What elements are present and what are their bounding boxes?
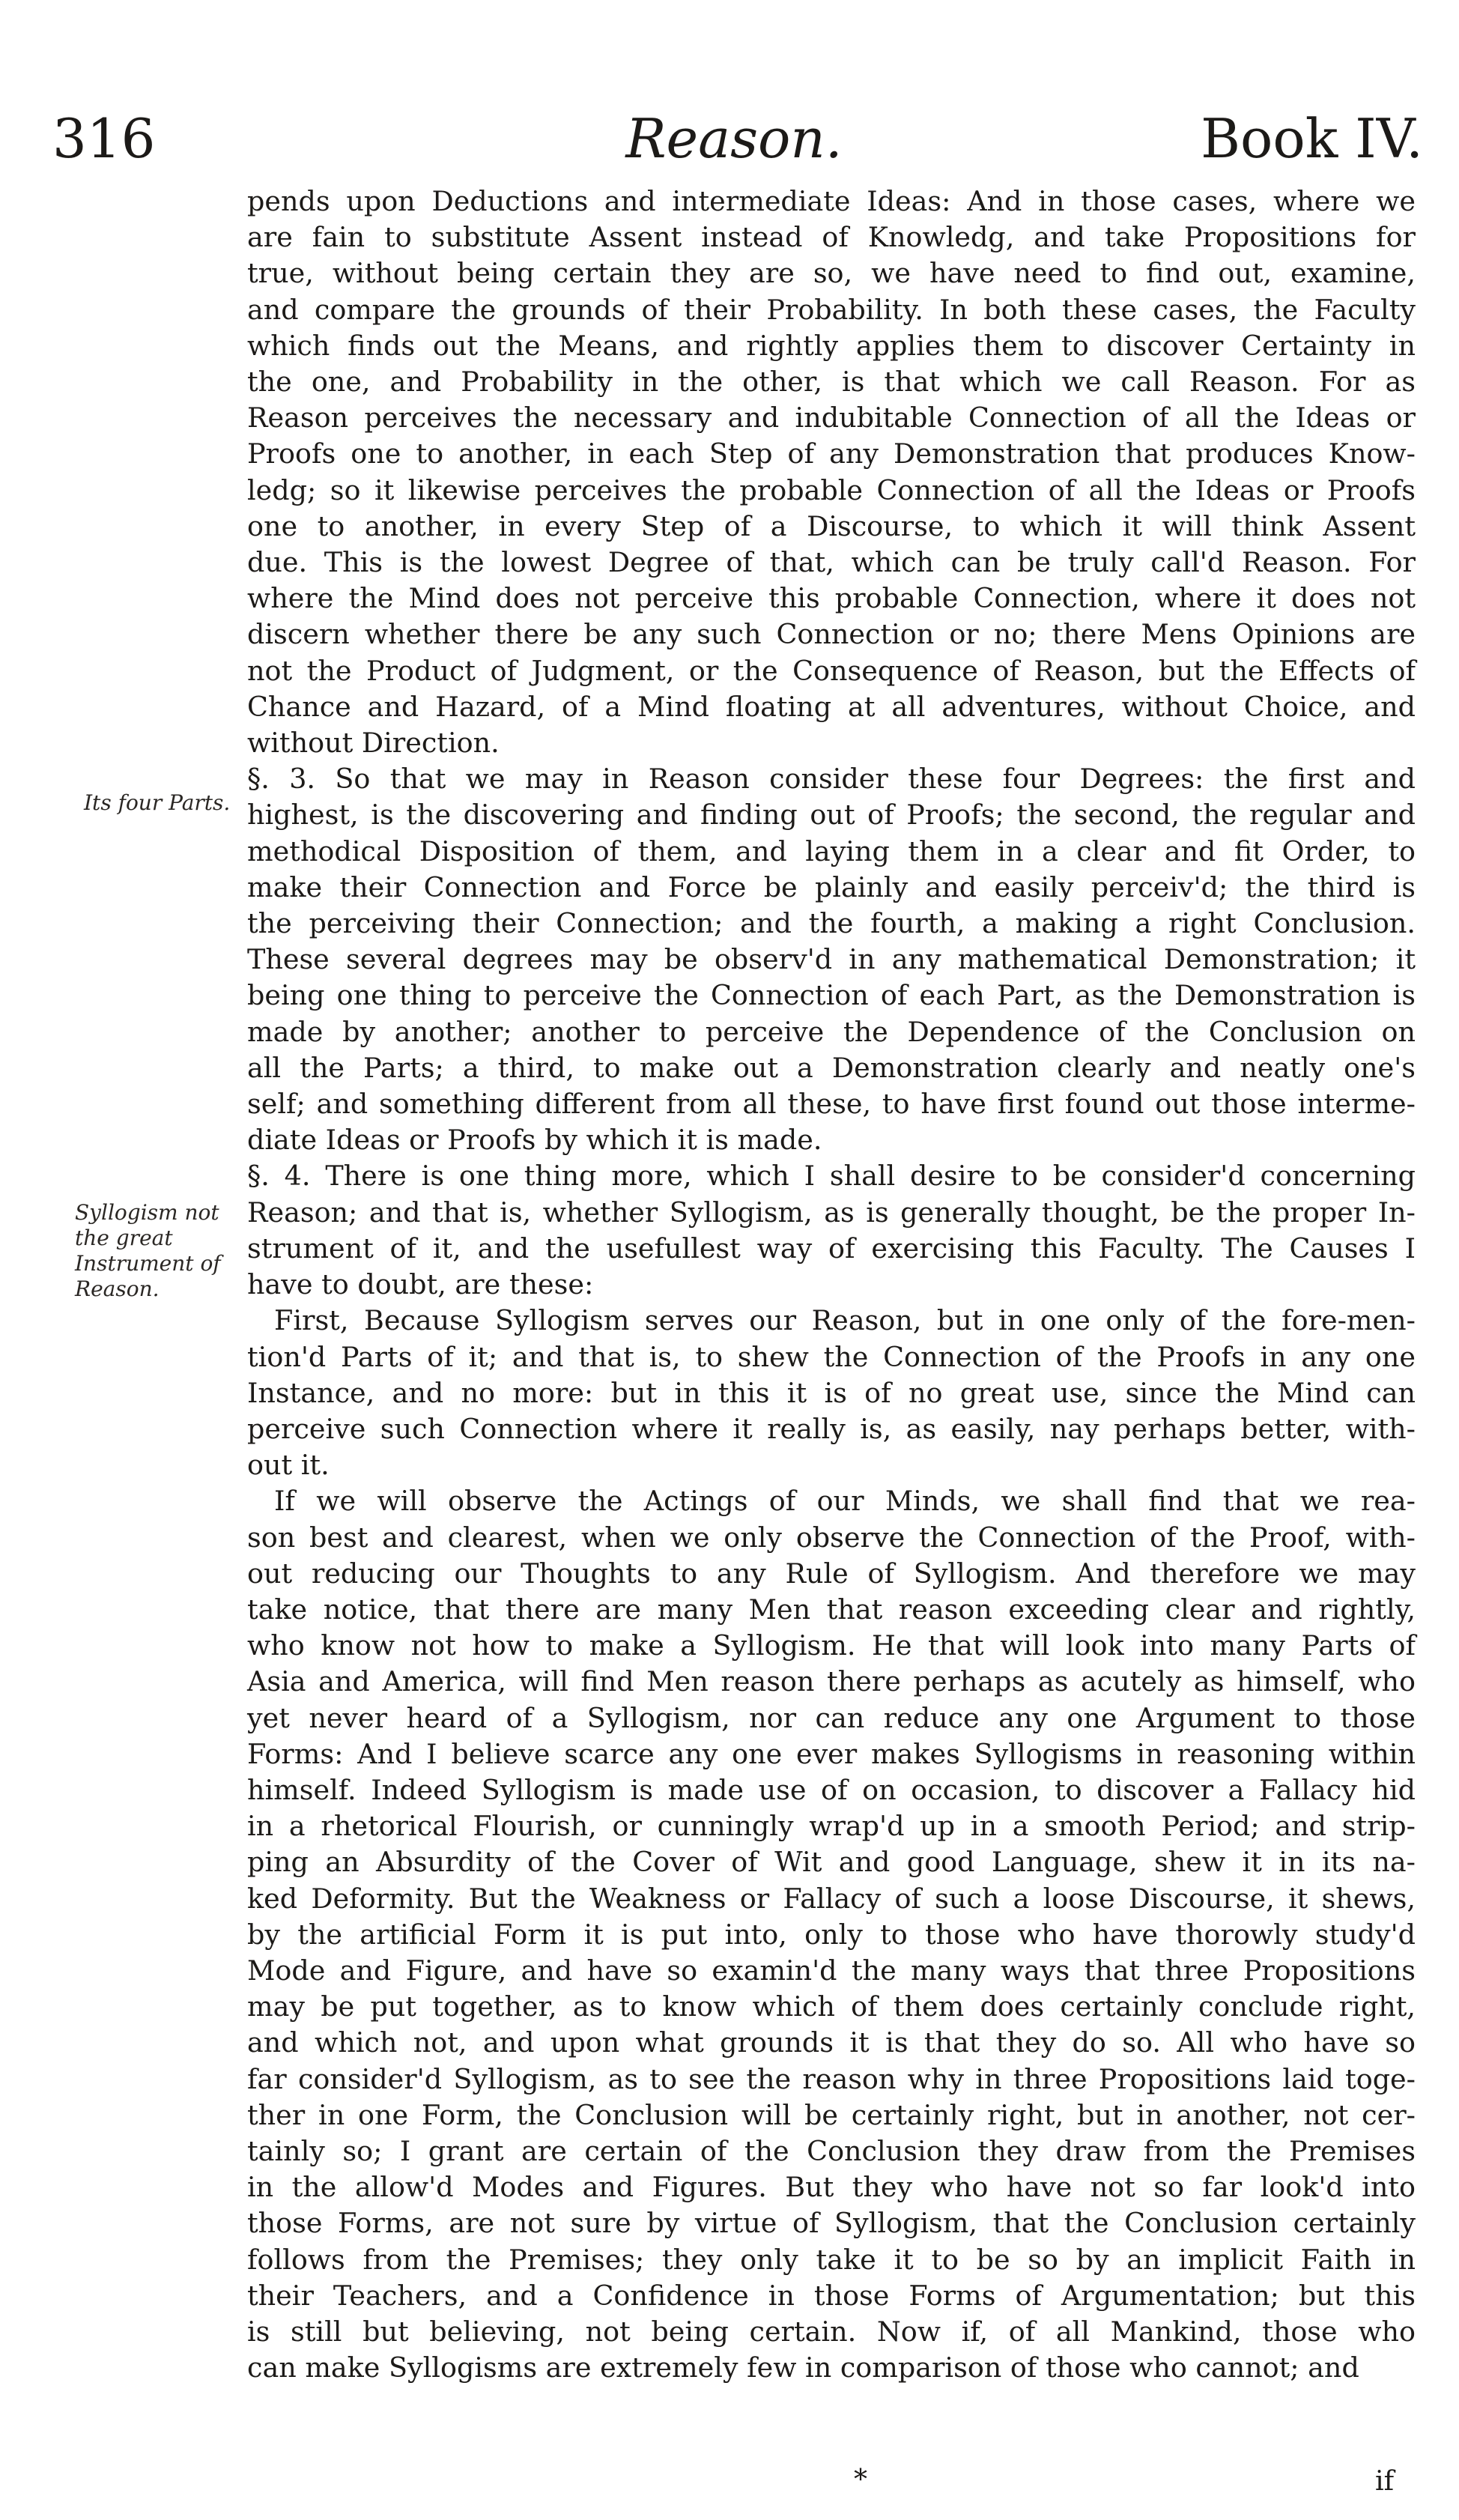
text-line: make their Connection and Force be plainly and easily perceiv'd; the third is — [247, 870, 1416, 903]
text-line: where the Mind does not perceive this probable Connection, where it does not — [247, 582, 1416, 615]
text-line: being one thing to perceive the Connection of each Part, as the Demonstration is — [247, 979, 1416, 1012]
text-line: who know not how to make a Syllogism. He that will look into many Parts of — [247, 1629, 1416, 1662]
text-line: himself. Indeed Syllogism is made use of on occasion, to discover a Fallacy hid — [247, 1773, 1416, 1806]
text-line: by the artificial Form it is put into, only to those who have thorowly study'd — [247, 1918, 1416, 1951]
text-line: far consider'd Syllogism, as to see the reason why in three Propositions laid toge- — [247, 2062, 1416, 2095]
text-line: have to doubt, are these: — [247, 1268, 594, 1301]
text-line: Proofs one to another, in each Step of any Demonstration that produces Know- — [247, 437, 1416, 470]
text-line: §. 3. So that we may in Reason consider these four Degrees: the first and — [247, 763, 1416, 796]
text-line: If we will observe the Actings of our Minds, we shall find that we rea- — [274, 1485, 1416, 1518]
text-line: and which not, and upon what grounds it is that they do so. All who have so — [247, 2026, 1416, 2059]
text-line: due. This is the lowest Degree of that, which can be truly call'd Reason. For — [247, 546, 1416, 579]
text-line: Mode and Figure, and have so examin'd the many ways that three Propositions — [247, 1954, 1416, 1987]
text-line: ledg; so it likewise perceives the probable Connection of all the Ideas or Proofs — [247, 473, 1416, 506]
text-line: and compare the grounds of their Probability. In both these cases, the Faculty — [247, 293, 1416, 326]
text-line: strument of it, and the usefullest way of exercising this Faculty. The Causes I — [247, 1232, 1416, 1264]
margin-note-syllogism: Syllogism not the great Instrument of Reason. — [75, 1200, 221, 1301]
text-line: methodical Disposition of them, and laying them in a clear and fit Order, to — [247, 835, 1416, 867]
text-line: First, Because Syllogism serves our Reason, but in one only of the fore-men- — [274, 1304, 1416, 1337]
text-line: tion'd Parts of it; and that is, to shew the Connection of the Proofs in any one — [247, 1340, 1416, 1373]
text-line: highest, is the discovering and finding out of Proofs; the second, the regular and — [247, 799, 1416, 832]
text-line: perceive such Connection where it really is, as easily, nay perhaps better, with- — [247, 1412, 1416, 1445]
text-line: tainly so; I grant are certain of the Conclusion they draw from the Premises — [247, 2134, 1416, 2167]
text-line: without Direction. — [247, 727, 500, 760]
text-line: Asia and America, will find Men reason there perhaps as acutely as himself, who — [247, 1665, 1416, 1698]
text-line: not the Product of Judgment, or the Consequence of Reason, but the Effects of — [247, 654, 1416, 687]
text-line: follows from the Premises; they only take it to be so by an implicit Faith in — [247, 2243, 1416, 2276]
text-line: ked Deformity. But the Weakness or Fallacy of such a loose Discourse, it shews, — [247, 1882, 1416, 1915]
text-line: self; and something different from all these, to have first found out those interme- — [247, 1088, 1416, 1121]
text-line: Reason perceives the necessary and indubitable Connection of all the Ideas or — [247, 402, 1416, 434]
text-line: is still but believing, not being certain. Now if, of all Mankind, those who — [247, 2315, 1416, 2348]
text-line: yet never heard of a Syllogism, nor can reduce any one Argument to those — [247, 1701, 1416, 1734]
text-line: their Teachers, and a Confidence in those Forms of Argumentation; but this — [247, 2279, 1416, 2312]
text-line: Forms: And I believe scarce any one ever makes Syllogisms in reasoning within — [247, 1737, 1416, 1770]
signature-mark: * — [854, 2465, 867, 2495]
text-line: may be put together, as to know which of them does certainly conclude right, — [247, 1990, 1416, 2023]
text-line: those Forms, are not sure by virtue of Syllogism, that the Conclusion certainly — [247, 2207, 1416, 2240]
page-footer — [0, 2465, 1459, 2510]
text-line: true, without being certain they are so, we have need to find out, examine, — [247, 257, 1416, 290]
text-line: one to another, in every Step of a Discourse, to which it will think Assent — [247, 509, 1416, 542]
text-line: Instance, and no more: but in this it is of no great use, since the Mind can — [247, 1376, 1416, 1409]
text-line: §. 4. There is one thing more, which I shall desire to be consider'd concerning — [247, 1160, 1416, 1193]
text-line: son best and clearest, when we only observe the Connection of the Proof, with- — [247, 1521, 1416, 1554]
text-line: which finds out the Means, and rightly applies them to discover Certainty in — [247, 329, 1416, 362]
catchword: if — [1375, 2465, 1395, 2497]
book-label: Book IV. — [1201, 107, 1423, 170]
text-line: discern whether there be any such Connection or no; there Mens Opinions are — [247, 618, 1416, 651]
text-line: ther in one Form, the Conclusion will be certainly right, but in another, not cer- — [247, 2098, 1416, 2131]
text-line: all the Parts; a third, to make out a Demonstration clearly and neatly one's — [247, 1051, 1416, 1084]
body-text — [247, 184, 1416, 2386]
margin-note-four-parts: Its four Parts. — [84, 790, 231, 815]
running-title: Reason. — [625, 107, 843, 170]
text-line: out reducing our Thoughts to any Rule of Syllogism. And therefore we may — [247, 1557, 1416, 1590]
text-line: Chance and Hazard, of a Mind floating at all adventures, without Choice, and — [247, 690, 1416, 723]
text-line: in a rhetorical Flourish, or cunningly wrap'd up in a smooth Period; and strip- — [247, 1810, 1416, 1843]
page-number: 316 — [52, 107, 156, 170]
text-line: the one, and Probability in the other, is that which we call Reason. For as — [247, 366, 1416, 399]
text-line: pends upon Deductions and intermediate Ideas: And in those cases, where we — [247, 185, 1416, 217]
text-line: the perceiving their Connection; and the fourth, a making a right Conclusion. — [247, 907, 1416, 940]
text-line: in the allow'd Modes and Figures. But they who have not so far look'd into — [247, 2171, 1416, 2204]
text-line: made by another; another to perceive the Dependence of the Conclusion on — [247, 1015, 1416, 1048]
text-line: These several degrees may be observ'd in any mathematical Demonstration; it — [247, 943, 1416, 976]
text-line: diate Ideas or Proofs by which it is made. — [247, 1124, 822, 1157]
text-line: are fain to substitute Assent instead of Knowledg, and take Propositions for — [247, 221, 1416, 254]
text-line: ping an Absurdity of the Cover of Wit and good Language, shew it in its na- — [247, 1846, 1416, 1879]
text-line: take notice, that there are many Men that reason exceeding clear and rightly, — [247, 1593, 1416, 1626]
page-header — [45, 105, 1423, 172]
text-line: out it. — [247, 1449, 330, 1482]
text-line: Reason; and that is, whether Syllogism, as is generally thought, be the proper In- — [247, 1196, 1416, 1229]
text-line: can make Syllogisms are extremely few in comparison of those who cannot; and — [247, 2351, 1359, 2384]
